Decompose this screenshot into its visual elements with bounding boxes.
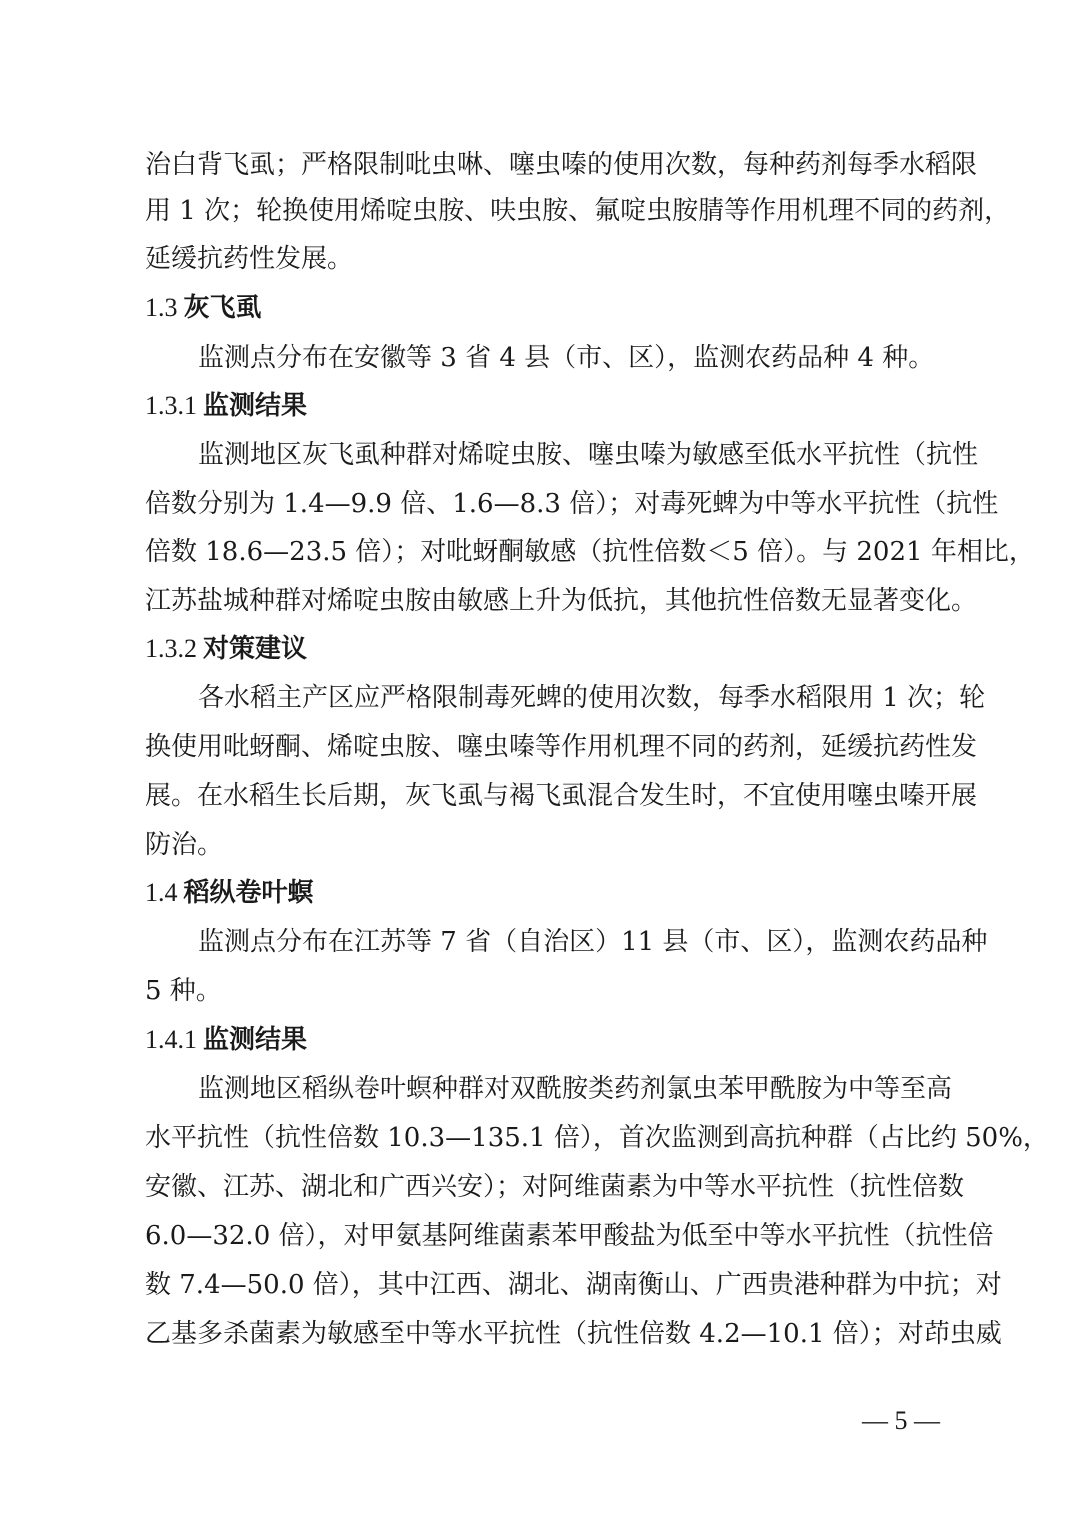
subsection-heading-1-4-1 — [145, 1024, 307, 1056]
body-text-line: 延缓抗药性发展。 — [145, 244, 354, 274]
body-text-line: 治白背飞虱；严格限制吡虫啉、噻虫嗪的使用次数，每种药剂每季水稻限 — [145, 150, 978, 180]
body-text-line: 水平抗性（抗性倍数 10.3—135.1 倍），首次监测到高抗种群（占比约 50%， — [145, 1123, 1049, 1153]
body-text-line: 监测点分布在江苏等 7 省（自治区）11 县（市、区），监测农药品种 — [198, 927, 988, 957]
subsection-heading-1-3-1 — [145, 390, 307, 422]
section-number: 1.3 — [145, 293, 178, 322]
section-number: 1.4 — [145, 878, 178, 907]
subsection-number: 1.3.2 — [145, 634, 197, 663]
body-text-line: 各水稻主产区应严格限制毒死蜱的使用次数，每季水稻限用 1 次；轮 — [198, 683, 986, 713]
body-text-line: 江苏盐城种群对烯啶虫胺由敏感上升为低抗，其他抗性倍数无显著变化。 — [145, 586, 978, 616]
section-heading-1-4 — [145, 877, 314, 909]
subsection-title: 监测结果 — [203, 1025, 308, 1055]
subsection-title: 对策建议 — [203, 634, 308, 664]
body-text-line: 数 7.4—50.0 倍），其中江西、湖北、湖南衡山、广西贵港种群为中抗；对 — [145, 1270, 1002, 1300]
body-text-line: 用 1 次；轮换使用烯啶虫胺、呋虫胺、氟啶虫胺腈等作用机理不同的药剂， — [145, 196, 1011, 226]
section-heading-1-3 — [145, 292, 262, 324]
subsection-number: 1.4.1 — [145, 1025, 197, 1054]
subsection-heading-1-3-2 — [145, 633, 307, 665]
body-text-line: 监测地区灰飞虱种群对烯啶虫胺、噻虫嗪为敏感至低水平抗性（抗性 — [198, 440, 979, 470]
section-title: 稻纵卷叶螟 — [183, 878, 314, 908]
body-text-line: 倍数分别为 1.4—9.9 倍、1.6—8.3 倍）；对毒死蜱为中等水平抗性（抗性 — [145, 489, 999, 519]
body-text-line: 监测点分布在安徽等 3 省 4 县（市、区），监测农药品种 4 种。 — [198, 343, 935, 373]
body-text-line: 换使用吡蚜酮、烯啶虫胺、噻虫嗪等作用机理不同的药剂，延缓抗药性发 — [145, 732, 978, 762]
subsection-number: 1.3.1 — [145, 391, 197, 420]
body-text-line: 安徽、江苏、湖北和广西兴安）；对阿维菌素为中等水平抗性（抗性倍数 — [145, 1172, 965, 1202]
section-title: 灰飞虱 — [183, 293, 262, 323]
body-text-line: 倍数 18.6—23.5 倍）；对吡蚜酮敏感（抗性倍数＜5 倍）。与 2021 年相比， — [145, 537, 1035, 567]
body-text-line: 5 种。 — [145, 976, 222, 1006]
body-text-line: 防治。 — [145, 830, 224, 860]
page-number: — 5 — — [862, 1406, 940, 1435]
body-text-line: 监测地区稻纵卷叶螟种群对双酰胺类药剂氯虫苯甲酰胺为中等至高 — [198, 1074, 953, 1104]
subsection-title: 监测结果 — [203, 391, 308, 421]
body-text-line: 展。在水稻生长后期，灰飞虱与褐飞虱混合发生时，不宜使用噻虫嗪开展 — [145, 781, 978, 811]
body-text-line: 6.0—32.0 倍），对甲氨基阿维菌素苯甲酸盐为低至中等水平抗性（抗性倍 — [145, 1221, 994, 1251]
body-text-line: 乙基多杀菌素为敏感至中等水平抗性（抗性倍数 4.2—10.1 倍）；对茚虫威 — [145, 1319, 1002, 1349]
